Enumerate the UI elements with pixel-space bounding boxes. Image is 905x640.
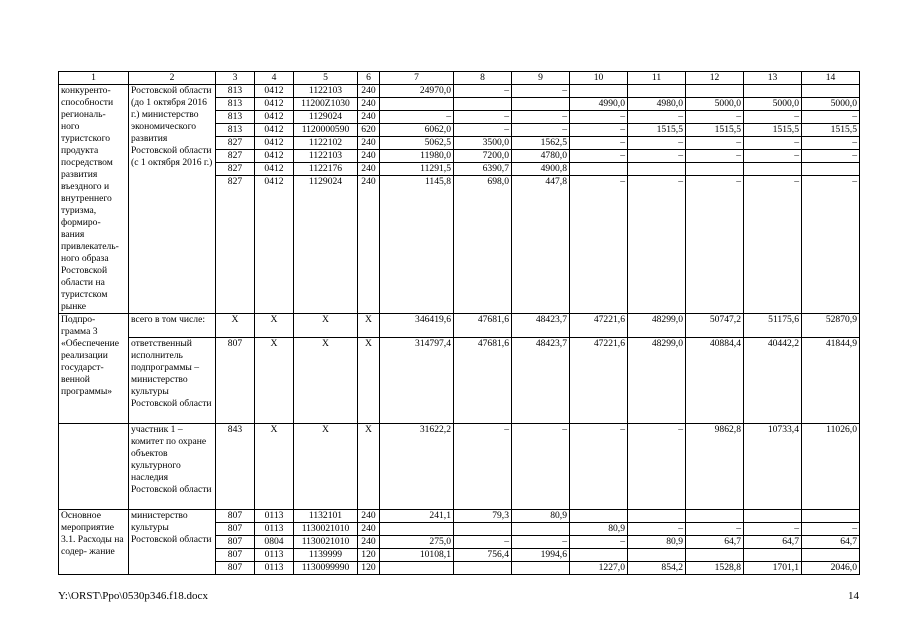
table-cell: 0113: [255, 562, 294, 575]
table-cell: 1130021010: [294, 523, 358, 536]
table-cell: 11026,0: [802, 424, 860, 510]
table-cell: 314797,4: [380, 338, 454, 424]
table-cell: 1145,8: [380, 176, 454, 314]
table-cell: –: [380, 111, 454, 124]
executor-name: участник 1 – комитет по охране объектов культурного наследия Ростовской области: [129, 424, 216, 510]
table-cell: –: [570, 424, 628, 510]
table-cell: 1122176: [294, 163, 358, 176]
table-cell: X: [255, 314, 294, 338]
table-cell: 807: [216, 523, 255, 536]
table-cell: [686, 549, 744, 562]
table-cell: 1701,1: [744, 562, 802, 575]
table-cell: 447,8: [512, 176, 570, 314]
table-cell: X: [358, 424, 380, 510]
table-cell: –: [454, 85, 512, 98]
table-cell: 80,9: [570, 523, 628, 536]
activity-name: конкуренто- способности региональ- ного туристского продукта посредством развития въездного и внутреннего туризма, формиро- вания привлекатель- ного образа Ростовской области на туристском рынке: [59, 85, 129, 314]
table-cell: –: [686, 111, 744, 124]
table-cell: 47221,6: [570, 314, 628, 338]
column-number: 9: [512, 72, 570, 85]
table-cell: 47681,6: [454, 338, 512, 424]
table-cell: 4980,0: [628, 98, 686, 111]
table-cell: 120: [358, 562, 380, 575]
table-cell: [380, 562, 454, 575]
table-cell: 0113: [255, 523, 294, 536]
table-cell: 813: [216, 111, 255, 124]
table-cell: –: [686, 523, 744, 536]
table-cell: [744, 549, 802, 562]
column-number: 1: [59, 72, 129, 85]
table-cell: 698,0: [454, 176, 512, 314]
table-cell: 4780,0: [512, 150, 570, 163]
table-cell: 0412: [255, 137, 294, 150]
table-cell: 1227,0: [570, 562, 628, 575]
table-cell: [686, 510, 744, 523]
table-cell: X: [294, 424, 358, 510]
table-cell: –: [512, 536, 570, 549]
table-cell: 3500,0: [454, 137, 512, 150]
table-cell: 240: [358, 176, 380, 314]
table-cell: 813: [216, 124, 255, 137]
table-cell: [744, 163, 802, 176]
table-cell: 5000,0: [686, 98, 744, 111]
executor-name: Ростовской области (до 1 октября 2016 г.) министерство экономического развития Ростовской области (с 1 октября 2016 г.): [129, 85, 216, 314]
table-cell: 0412: [255, 163, 294, 176]
column-number: 14: [802, 72, 860, 85]
table-cell: [570, 163, 628, 176]
table-cell: 1130099990: [294, 562, 358, 575]
table-cell: 0113: [255, 549, 294, 562]
table-cell: 807: [216, 562, 255, 575]
table-cell: 6390,7: [454, 163, 512, 176]
table-cell: 1122103: [294, 85, 358, 98]
table-cell: –: [628, 150, 686, 163]
table-cell: 1122103: [294, 150, 358, 163]
table-cell: [628, 510, 686, 523]
executor-name: всего в том числе:: [129, 314, 216, 338]
table-cell: –: [744, 176, 802, 314]
table-cell: 827: [216, 163, 255, 176]
table-cell: 24970,0: [380, 85, 454, 98]
column-number: 10: [570, 72, 628, 85]
table-cell: 1132101: [294, 510, 358, 523]
table-cell: [512, 562, 570, 575]
column-number: 5: [294, 72, 358, 85]
table-row: [59, 424, 860, 510]
table-cell: 48299,0: [628, 338, 686, 424]
table-cell: 40442,2: [744, 338, 802, 424]
table-cell: –: [454, 424, 512, 510]
table-cell: 64,7: [744, 536, 802, 549]
table-cell: 6062,0: [380, 124, 454, 137]
table-cell: [628, 549, 686, 562]
column-number: 2: [129, 72, 216, 85]
table-cell: 1139999: [294, 549, 358, 562]
table-cell: –: [628, 137, 686, 150]
table-cell: –: [454, 124, 512, 137]
subprogram-name: Подпро- грамма 3 «Обеспечение реализации государст- венной программы»: [59, 314, 129, 424]
table-cell: 52870,9: [802, 314, 860, 338]
table-cell: 120: [358, 549, 380, 562]
table-cell: 1129024: [294, 111, 358, 124]
table-row: [59, 85, 860, 98]
table-cell: –: [570, 137, 628, 150]
table-row: [59, 338, 860, 424]
table-cell: –: [512, 424, 570, 510]
table-cell: –: [570, 536, 628, 549]
table-cell: [628, 85, 686, 98]
table-cell: 827: [216, 176, 255, 314]
table-row: [59, 510, 860, 523]
table-cell: –: [454, 111, 512, 124]
table-cell: 813: [216, 85, 255, 98]
table-cell: 40884,4: [686, 338, 744, 424]
table-cell: –: [512, 124, 570, 137]
table-cell: 240: [358, 137, 380, 150]
table-cell: –: [512, 85, 570, 98]
table-cell: –: [628, 523, 686, 536]
table-cell: 1120000590: [294, 124, 358, 137]
table-cell: 47221,6: [570, 338, 628, 424]
table-cell: 48423,7: [512, 338, 570, 424]
table-cell: –: [628, 111, 686, 124]
table-cell: [628, 163, 686, 176]
table-cell: –: [686, 176, 744, 314]
table-cell: [454, 523, 512, 536]
table-cell: X: [358, 338, 380, 424]
table-cell: X: [294, 314, 358, 338]
column-number: 7: [380, 72, 454, 85]
table-cell: 807: [216, 549, 255, 562]
table-cell: 1515,5: [686, 124, 744, 137]
table-cell: 756,4: [454, 549, 512, 562]
table-cell: [380, 523, 454, 536]
table-cell: 241,1: [380, 510, 454, 523]
table-cell: 50747,2: [686, 314, 744, 338]
table-cell: –: [570, 124, 628, 137]
table-cell: 240: [358, 163, 380, 176]
table-cell: [454, 98, 512, 111]
table-cell: 10108,1: [380, 549, 454, 562]
table-cell: –: [570, 111, 628, 124]
table-cell: [744, 85, 802, 98]
table-cell: 10733,4: [744, 424, 802, 510]
table-cell: 240: [358, 98, 380, 111]
table-row: [59, 314, 860, 338]
table-cell: –: [628, 176, 686, 314]
table-cell: 240: [358, 150, 380, 163]
activity-name: Основное мероприятие 3.1. Расходы на содер- жание: [59, 510, 129, 575]
table-cell: 1528,8: [686, 562, 744, 575]
table-cell: [570, 510, 628, 523]
table-cell: –: [802, 176, 860, 314]
column-number: 4: [255, 72, 294, 85]
table-cell: 240: [358, 523, 380, 536]
table-cell: 807: [216, 338, 255, 424]
table-cell: –: [802, 523, 860, 536]
table-cell: 1515,5: [744, 124, 802, 137]
table-cell: 240: [358, 510, 380, 523]
table-cell: 275,0: [380, 536, 454, 549]
table-cell: –: [512, 111, 570, 124]
table-cell: 843: [216, 424, 255, 510]
table-cell: [570, 549, 628, 562]
table-cell: [802, 163, 860, 176]
table-cell: –: [570, 150, 628, 163]
table-cell: 807: [216, 536, 255, 549]
table-cell: 1994,6: [512, 549, 570, 562]
table-cell: 1130021010: [294, 536, 358, 549]
table-cell: 7200,0: [454, 150, 512, 163]
table-cell: 854,2: [628, 562, 686, 575]
table-cell: 240: [358, 536, 380, 549]
table-cell: [570, 85, 628, 98]
table-cell: –: [744, 137, 802, 150]
table-cell: –: [744, 150, 802, 163]
table-cell: 1122102: [294, 137, 358, 150]
executor-name: министерство культуры Ростовской области: [129, 510, 216, 575]
table-cell: 80,9: [628, 536, 686, 549]
table-cell: [454, 562, 512, 575]
table-cell: [686, 85, 744, 98]
table-cell: X: [255, 424, 294, 510]
column-number: 13: [744, 72, 802, 85]
table-cell: 11980,0: [380, 150, 454, 163]
table-cell: –: [686, 150, 744, 163]
table-cell: –: [686, 137, 744, 150]
table-cell: 0412: [255, 176, 294, 314]
table-cell: 240: [358, 85, 380, 98]
header-row: [59, 72, 860, 85]
column-number: 11: [628, 72, 686, 85]
table-cell: 9862,8: [686, 424, 744, 510]
empty-cell: [59, 424, 129, 510]
table-cell: 48423,7: [512, 314, 570, 338]
table-cell: 31622,2: [380, 424, 454, 510]
table-cell: 813: [216, 98, 255, 111]
column-number: 12: [686, 72, 744, 85]
table-cell: 64,7: [686, 536, 744, 549]
table-cell: 620: [358, 124, 380, 137]
table-cell: 0412: [255, 98, 294, 111]
table-cell: 0412: [255, 124, 294, 137]
table-cell: 1515,5: [628, 124, 686, 137]
table-cell: [380, 98, 454, 111]
table-cell: –: [570, 176, 628, 314]
table-cell: X: [358, 314, 380, 338]
table-cell: X: [255, 338, 294, 424]
table-cell: [802, 85, 860, 98]
table-cell: 41844,9: [802, 338, 860, 424]
table-cell: 346419,6: [380, 314, 454, 338]
table-cell: 4900,8: [512, 163, 570, 176]
table-cell: 827: [216, 150, 255, 163]
table-cell: 1562,5: [512, 137, 570, 150]
footer-page-number: 14: [848, 590, 859, 602]
table-cell: 48299,0: [628, 314, 686, 338]
table-cell: –: [744, 523, 802, 536]
budget-table: [58, 71, 860, 575]
table-cell: 0412: [255, 150, 294, 163]
table-cell: X: [216, 314, 255, 338]
table-cell: 64,7: [802, 536, 860, 549]
table-cell: 80,9: [512, 510, 570, 523]
table-cell: 79,3: [454, 510, 512, 523]
column-number: 8: [454, 72, 512, 85]
table-cell: –: [802, 111, 860, 124]
table-cell: 4990,0: [570, 98, 628, 111]
table-cell: [686, 163, 744, 176]
table-cell: 0412: [255, 85, 294, 98]
table-cell: 0113: [255, 510, 294, 523]
footer-file-path: Y:\ORST\Ppo\0530p346.f18.docx: [58, 590, 208, 602]
table-cell: 1515,5: [802, 124, 860, 137]
table-cell: 0412: [255, 111, 294, 124]
table-cell: –: [454, 536, 512, 549]
table-cell: [802, 510, 860, 523]
executor-name: ответственный исполнитель подпрограммы – министерство культуры Ростовской области: [129, 338, 216, 424]
table-cell: 827: [216, 137, 255, 150]
table-cell: 5000,0: [802, 98, 860, 111]
column-number: 6: [358, 72, 380, 85]
table-cell: X: [294, 338, 358, 424]
table-cell: [744, 510, 802, 523]
table-cell: 807: [216, 510, 255, 523]
table-cell: 51175,6: [744, 314, 802, 338]
table-cell: 11291,5: [380, 163, 454, 176]
table-cell: [512, 98, 570, 111]
table-cell: –: [628, 424, 686, 510]
table-cell: 5062,5: [380, 137, 454, 150]
table-cell: 11200Z1030: [294, 98, 358, 111]
table-cell: 5000,0: [744, 98, 802, 111]
table-cell: [802, 549, 860, 562]
table-cell: [512, 523, 570, 536]
table-cell: 0804: [255, 536, 294, 549]
table-cell: 2046,0: [802, 562, 860, 575]
table-cell: –: [802, 137, 860, 150]
column-number: 3: [216, 72, 255, 85]
table-cell: 47681,6: [454, 314, 512, 338]
table-cell: –: [744, 111, 802, 124]
table-cell: –: [802, 150, 860, 163]
table-cell: 240: [358, 111, 380, 124]
table-cell: 1129024: [294, 176, 358, 314]
